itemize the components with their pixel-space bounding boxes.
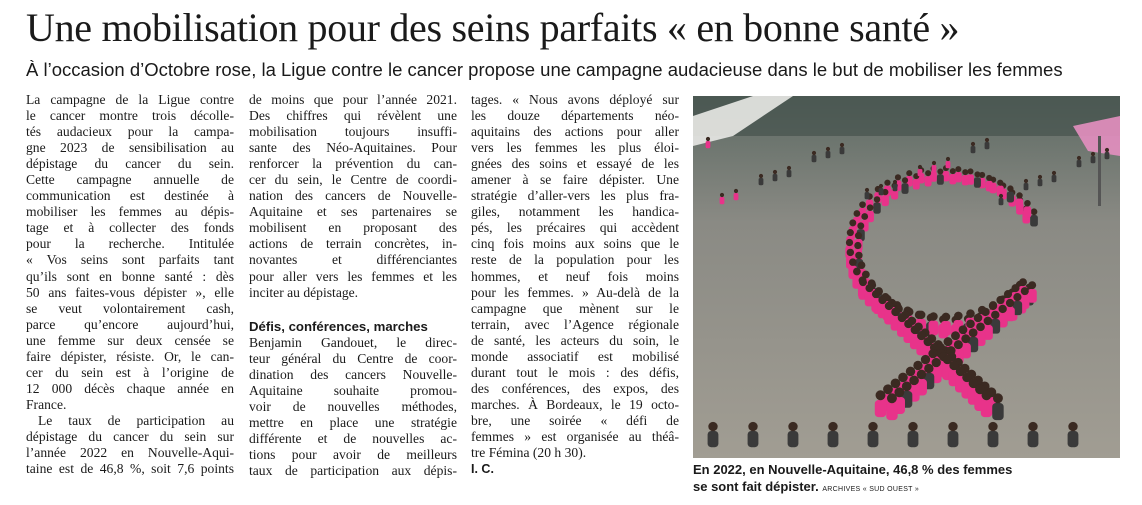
text-line: France. <box>26 396 67 412</box>
text-line: dination des cancers Nouvelle- <box>249 366 457 382</box>
crowd-person <box>788 422 799 447</box>
text-line: pour aller vers les femmes et les <box>249 268 457 284</box>
text-line: 50 ans faites-vous dépister », elle <box>26 284 234 300</box>
crowd-person <box>875 390 886 417</box>
text-line: une femme sur deux censée se <box>26 332 234 348</box>
crowd-person <box>1052 171 1057 182</box>
crowd-person <box>974 171 981 187</box>
text-line: les douze départements néo- <box>471 108 679 124</box>
text-line: Aquitaine souhaite promou- <box>249 382 457 398</box>
text-line: « Vos seins sont parfaits tant <box>26 252 234 268</box>
text-line: dépistage du cancer du sein. <box>26 156 234 172</box>
crowd-person <box>873 196 880 214</box>
text-line: se veut volontairement cash, <box>26 300 234 316</box>
text-line: tions pour avoir de meilleurs <box>249 446 457 462</box>
crowd-person <box>997 180 1004 197</box>
text-line: vers les femmes les plus éloi- <box>471 140 679 156</box>
text-line: voir de nouvelles méthodes, <box>249 398 457 414</box>
crowd-person <box>866 204 874 222</box>
crowd-person <box>1007 185 1014 202</box>
text-line: mobiliser les femmes au dépis- <box>26 204 234 220</box>
text-line: aquitains des actions pour aller <box>471 124 679 140</box>
crowd-person <box>986 175 993 192</box>
text-line: de santé, les acteurs du soin, le <box>471 332 679 348</box>
crowd-person <box>1028 422 1039 447</box>
crowd-person <box>1030 208 1038 226</box>
text-line: cer du sein, le Centre de coordi- <box>249 172 457 188</box>
text-line: tre Fémina (20 h 30). <box>471 445 587 461</box>
crowd-person <box>868 422 879 447</box>
text-line: de moins que pour l’année 2021. <box>249 92 457 107</box>
crowd-person <box>759 174 764 185</box>
text-line: durant tout le mois : des défis, <box>471 364 679 380</box>
text-line: reste de la population pour les <box>471 252 679 268</box>
crowd-person <box>787 166 792 177</box>
text-line: actions de terrain concrètes, in- <box>249 236 457 252</box>
text-line: gnées des soins et essayé de les <box>471 156 679 172</box>
text-line: des conférences, des expos, des <box>471 380 679 396</box>
text-line: renforcer la prévention du can- <box>249 156 457 172</box>
crowd-person <box>879 184 884 195</box>
text-line: tages. « Nous avons déployé sur <box>471 92 679 107</box>
crowd-person <box>949 168 956 184</box>
crowd-person <box>1024 200 1032 218</box>
crowd-person <box>886 393 897 420</box>
text-line: Benjamin Gandouet, le direc- <box>249 334 457 350</box>
article-column-1 <box>26 92 234 477</box>
crowd-person <box>918 165 923 176</box>
crowd-person <box>1068 422 1079 447</box>
text-line: taine est de 46,8 %, soit 7,6 points <box>26 461 234 477</box>
text-line: communication est destinée à <box>26 188 234 204</box>
crowd-person <box>908 422 919 447</box>
text-line: teur général du Centre de coor- <box>249 350 457 366</box>
crowd-person <box>828 422 839 447</box>
crowd-person <box>734 189 739 200</box>
crowd-person <box>937 169 944 185</box>
text-line: inciter au dépistage. <box>249 284 359 300</box>
crowd-person <box>971 142 976 153</box>
headline: Une mobilisation pour des seins parfaits « en bonne santé » <box>26 5 960 50</box>
crowd-person <box>1105 148 1110 159</box>
crowd-person <box>826 147 831 158</box>
text-line: Cette campagne annuelle de <box>26 172 234 188</box>
text-line: différente et de nouvelles ac- <box>249 430 457 446</box>
article-photo <box>693 96 1120 458</box>
text-line: faire dépister, résiste. Or, le can- <box>26 348 234 364</box>
text-line: pour les femmes. » Au-delà de la <box>471 284 679 300</box>
author-signature: I. C. <box>471 462 494 477</box>
text-line: gne 2023 de sensibilisation au <box>26 140 234 156</box>
crowd-person <box>840 143 845 154</box>
crowd-person <box>1016 192 1023 209</box>
crowd-person <box>929 312 939 335</box>
text-line: l’année 2022 en Nouvelle-Aqui- <box>26 445 234 461</box>
photo-caption <box>693 461 1133 498</box>
text-line: mobilisation toujours insuffi- <box>249 124 457 140</box>
crowd-person <box>901 177 908 194</box>
crowd-person <box>992 393 1003 420</box>
text-line: parce qu’encore aujourd’hui, <box>26 316 234 332</box>
crowd-person <box>708 422 719 447</box>
text-line: monde associatif est mobilisé <box>471 348 679 364</box>
crowd-person <box>941 313 951 336</box>
text-line: Des chiffres qui révèlent une <box>249 108 457 124</box>
text-line: stratégie d’aller-vers les plus fra- <box>471 188 679 204</box>
crowd-person <box>925 170 932 186</box>
pink-ribbon-crowd-photo <box>693 96 1120 458</box>
crowd-person <box>985 138 990 149</box>
text-line: pour la recherche. Intitulée <box>26 236 234 252</box>
text-line: terrain, avec l’Agence régionale <box>471 316 679 332</box>
crowd-person <box>999 194 1004 205</box>
text-line: hommes, et neuf fois moins <box>471 268 679 284</box>
text-line: 12 000 décès chaque année en <box>26 380 234 396</box>
crowd-person <box>893 180 898 191</box>
text-line: nation des cancers de Nouvelle- <box>249 188 457 204</box>
crowd-person <box>1091 152 1096 163</box>
subheading: Défis, conférences, marches <box>249 318 428 334</box>
crowd-person <box>1038 175 1043 186</box>
text-line: amener à se faire dépister. Une <box>471 172 679 188</box>
text-line: mettre en place une stratégie <box>249 414 457 430</box>
standfirst: À l’occasion d’Octobre rose, la Ligue contre le cancer propose une campagne audacieuse dans le but de mobiliser les femmes <box>26 59 1063 80</box>
crowd-person <box>720 193 725 204</box>
text-line: cer du sein est à l’origine de <box>26 364 234 380</box>
text-line: campagne que mènent sur le <box>471 300 679 316</box>
caption-line-2: se sont fait dépister. <box>693 479 819 494</box>
text-line: qu’ils sont en bonne santé : dès <box>26 268 234 284</box>
text-line: giles, notamment les handica- <box>471 204 679 220</box>
text-line: pés, les précaires qui accèdent <box>471 220 679 236</box>
text-line: novantes et différenciantes <box>249 252 457 268</box>
text-line: La campagne de la Ligue contre <box>26 92 234 107</box>
caption-line-1: En 2022, en Nouvelle-Aquitaine, 46,8 % des femmes <box>693 462 1013 477</box>
photo-credit: ARCHIVES « SUD OUEST » <box>822 486 920 493</box>
text-line: cinq fois moins aux soins que le <box>471 236 679 252</box>
text-line: sante des Néo-Aquitaines. Pour <box>249 140 457 156</box>
text-line: bre, une soirée « défi de <box>471 412 679 428</box>
crowd-person <box>865 188 870 199</box>
crowd-person <box>1024 179 1029 190</box>
crowd-person <box>812 151 817 162</box>
crowd-person <box>946 157 951 168</box>
crowd-person <box>773 170 778 181</box>
text-line: dépistage du cancer du sein sur <box>26 428 234 444</box>
text-line: marches. À Bordeaux, le 19 octo- <box>471 396 679 412</box>
text-line: tés audacieux pour la campa- <box>26 124 234 140</box>
text-line: le cancer montre trois décolle- <box>26 108 234 124</box>
crowd-person <box>748 422 759 447</box>
text-line: Aquitaine et ses partenaires se <box>249 204 457 220</box>
crowd-person <box>988 422 999 447</box>
crowd-person <box>706 137 711 148</box>
article-column-3 <box>471 92 679 477</box>
crowd-person <box>981 390 992 417</box>
text-line: femmes » est organisée au théâ- <box>471 428 679 444</box>
crowd-person <box>1077 156 1082 167</box>
text-line: Le taux de participation au <box>38 412 234 428</box>
article-column-2 <box>249 92 457 479</box>
text-line: mobilisent en proposant des <box>249 220 457 236</box>
crowd-person <box>932 161 937 172</box>
text-line: tage et à collecter des fonds <box>26 220 234 236</box>
crowd-person <box>948 422 959 447</box>
text-line: taux de participation aux dépis- <box>249 463 457 479</box>
crowd-person <box>962 169 969 185</box>
